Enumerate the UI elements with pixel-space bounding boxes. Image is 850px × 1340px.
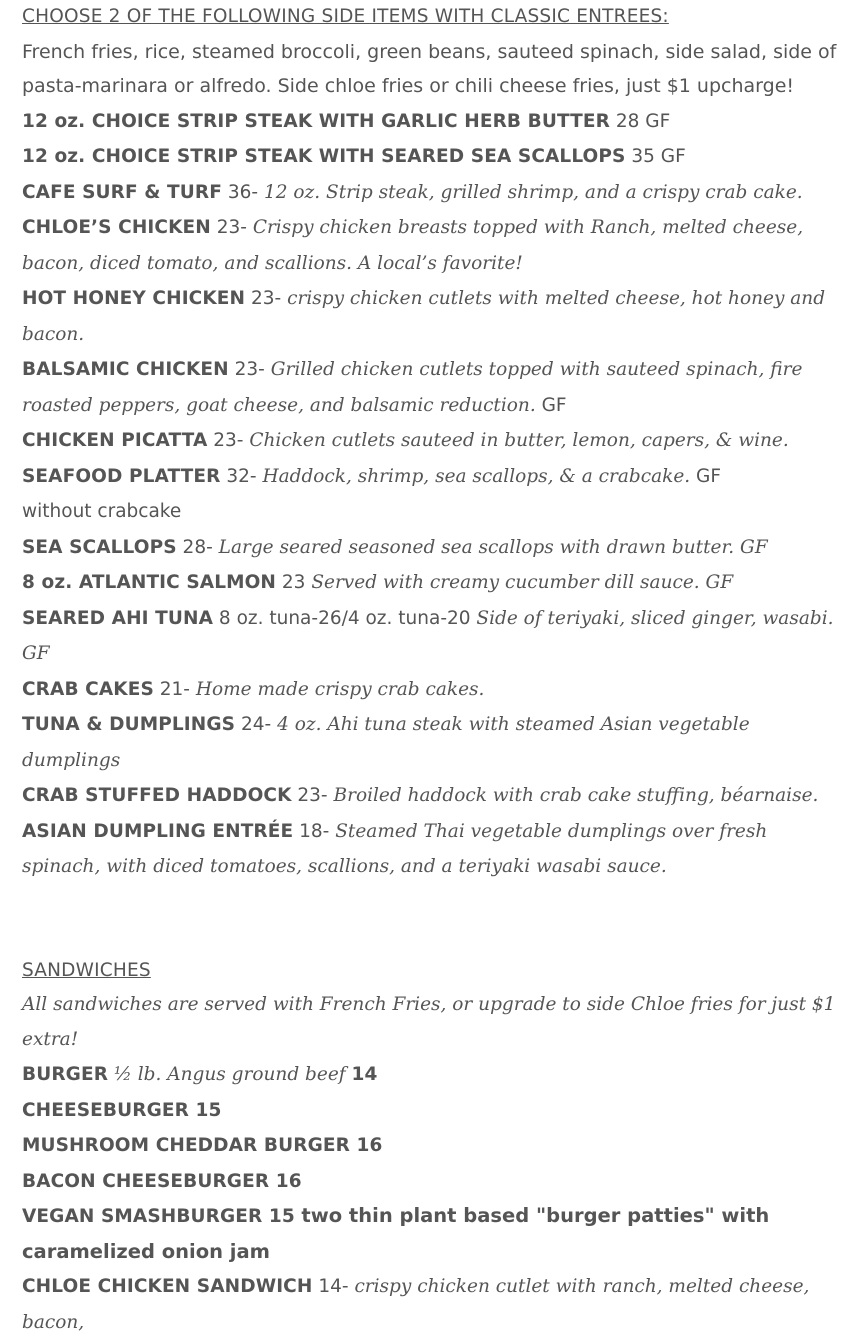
entree-desc: Large seared seasoned sea scallops with drawn butter. GF xyxy=(218,536,768,558)
entree-desc: Broiled haddock with crab cake stuffing, béarnaise. xyxy=(333,785,819,806)
entree-item xyxy=(22,139,837,175)
sandwich-name: MUSHROOM CHEDDAR BURGER 16 xyxy=(22,1135,383,1156)
entree-price: 36- xyxy=(221,181,264,203)
sandwich-desc: two thin plant based "burger patties" with caramelized onion jam xyxy=(22,1204,770,1263)
entree-price: 28 GF xyxy=(609,110,671,132)
entree-price: 23- xyxy=(207,430,250,451)
section-gap xyxy=(22,885,837,954)
entree-item xyxy=(22,210,837,281)
sandwich-item xyxy=(22,1164,837,1200)
entree-price: 23 xyxy=(276,572,312,593)
entree-desc: crispy chicken cutlets with melted cheese, hot honey and bacon. xyxy=(22,288,826,345)
entree-desc: Steamed Thai vegetable dumplings over fresh spinach, with diced tomatoes, scallions, and a teriyaki wasabi sauce. xyxy=(22,820,768,877)
sandwich-desc: ½ lb. Angus ground beef xyxy=(108,1064,352,1085)
sandwich-name: CHLOE CHICKEN SANDWICH xyxy=(22,1276,313,1297)
entree-name: CRAB STUFFED HADDOCK xyxy=(22,785,292,806)
sandwich-item xyxy=(22,1199,837,1269)
entree-price: 23- xyxy=(245,288,288,309)
entree-name: CHLOE’S CHICKEN xyxy=(22,217,211,238)
sandwich-item xyxy=(22,1128,837,1164)
entree-name: BALSAMIC CHICKEN xyxy=(22,359,229,380)
sandwiches-heading: SANDWICHES xyxy=(22,959,151,981)
entree-price: 21- xyxy=(153,678,196,700)
entree-name: HOT HONEY CHICKEN xyxy=(22,288,246,309)
entree-name: SEARED AHI TUNA xyxy=(22,607,214,629)
entree-name: CRAB CAKES xyxy=(22,678,154,700)
entree-name: SEAFOOD PLATTER xyxy=(22,465,221,487)
sandwich-name: BURGER xyxy=(22,1064,109,1085)
entree-item xyxy=(22,175,837,211)
entree-price: 18- xyxy=(293,820,336,842)
entree-item xyxy=(22,530,837,566)
sandwich-item xyxy=(22,1057,837,1093)
entree-item xyxy=(22,707,837,778)
sandwich-name: CHEESEBURGER 15 xyxy=(22,1099,222,1121)
entree-suffix: GF xyxy=(535,394,567,416)
entree-desc: Side of teriyaki, sliced ginger, wasabi. GF xyxy=(22,607,834,664)
entree-price: 23- xyxy=(210,217,253,238)
entree-item xyxy=(22,814,837,885)
sandwich-item xyxy=(22,1269,837,1340)
entree-price: 28- xyxy=(176,536,219,558)
entree-price: 35 GF xyxy=(625,146,686,167)
entree-desc: 12 oz. Strip steak, grilled shrimp, and a crispy crab cake. xyxy=(263,181,803,203)
entree-item xyxy=(22,565,837,601)
entree-suffix: GF xyxy=(690,465,722,487)
entree-item xyxy=(22,104,837,140)
entree-variant: without crabcake xyxy=(22,501,182,522)
entree-name: CHICKEN PICATTA xyxy=(22,430,208,451)
entree-price: 32- xyxy=(220,465,263,487)
sandwich-desc: crispy chicken cutlet with ranch, melted cheese, bacon, xyxy=(22,1276,810,1333)
sides-heading: CHOOSE 2 OF THE FOLLOWING SIDE ITEMS WITH CLASSIC ENTREES: xyxy=(22,6,669,27)
entree-item xyxy=(22,601,837,672)
entree-item xyxy=(22,672,837,708)
sides-text: French fries, rice, steamed broccoli, green beans, sauteed spinach, side salad, side of pasta-marinara or alfredo. Side chloe fries or chili cheese fries, just $1 upcharge! xyxy=(22,40,837,97)
sandwich-list xyxy=(22,1057,837,1340)
sandwich-price: 14 xyxy=(351,1064,378,1085)
entree-name: ASIAN DUMPLING ENTRÉE xyxy=(22,820,294,842)
entree-list xyxy=(22,104,837,885)
entree-price: 23- xyxy=(228,359,271,380)
entree-name: 8 oz. ATLANTIC SALMON xyxy=(22,572,277,593)
entree-price: 24- xyxy=(235,714,278,735)
entree-item xyxy=(22,778,837,814)
sandwich-name: BACON CHEESEBURGER 16 xyxy=(22,1170,302,1192)
entree-name: 12 oz. CHOICE STRIP STEAK WITH GARLIC HERB BUTTER xyxy=(22,110,610,132)
entree-item xyxy=(22,459,837,495)
entree-price: 8 oz. tuna-26/4 oz. tuna-20 xyxy=(213,607,477,629)
entree-desc: Home made crispy crab cakes. xyxy=(195,678,485,700)
entree-name: 12 oz. CHOICE STRIP STEAK WITH SEARED SEA SCALLOPS xyxy=(22,146,626,167)
entree-desc: Chicken cutlets sauteed in butter, lemon, capers, & wine. xyxy=(249,430,789,451)
entree-item xyxy=(22,494,837,530)
entree-name: TUNA & DUMPLINGS xyxy=(22,714,236,735)
sandwiches-note: All sandwiches are served with French Fries, or upgrade to side Chloe fries for just $1 extra! xyxy=(22,994,836,1050)
entree-desc: 4 oz. Ahi tuna steak with steamed Asian vegetable dumplings xyxy=(22,714,750,771)
sandwich-price: 14- xyxy=(312,1276,355,1297)
entree-item xyxy=(22,352,837,423)
sandwich-item xyxy=(22,1093,837,1129)
entree-desc: Served with creamy cucumber dill sauce. GF xyxy=(311,572,734,593)
entree-name: CAFE SURF & TURF xyxy=(22,181,222,203)
entree-name: SEA SCALLOPS xyxy=(22,536,177,558)
entree-desc: Grilled chicken cutlets topped with sauteed spinach, fire roasted peppers, goat cheese, and balsamic reduction. xyxy=(22,359,803,416)
entree-item xyxy=(22,423,837,459)
entree-price: 23- xyxy=(291,785,334,806)
entree-item xyxy=(22,281,837,352)
entree-desc: Crispy chicken breasts topped with Ranch, melted cheese, bacon, diced tomato, and scallions. A local’s favorite! xyxy=(22,217,804,274)
sandwich-name: VEGAN SMASHBURGER 15 xyxy=(22,1206,302,1227)
menu-page xyxy=(22,0,837,1340)
entree-desc: Haddock, shrimp, sea scallops, & a crabcake. xyxy=(262,465,691,487)
